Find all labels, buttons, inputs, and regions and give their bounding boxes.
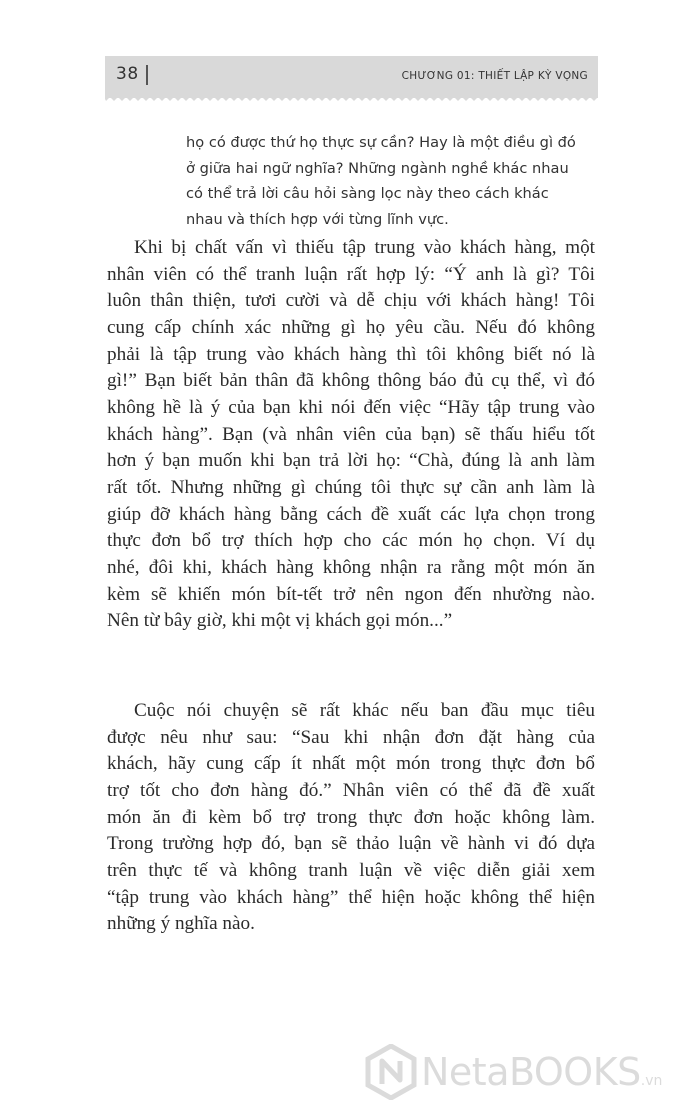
paragraph-line: giúp đỡ khách hàng bằng cách đề xuất các lựa chọn trong — [107, 503, 595, 525]
paragraph-line: khách, hãy cung cấp ít nhất một món trong thực đơn bổ — [107, 753, 595, 775]
paragraph-line: khách hàng”. Bạn (và nhân viên của bạn) sẽ thấu hiểu tốt — [107, 423, 595, 445]
chapter-title: CHƯƠNG 01: THIẾT LẬP KỲ VỌNG — [401, 70, 588, 82]
paragraph-line: thực đơn bổ trợ thích hợp cho các món họ chọn. Ví dụ — [107, 530, 595, 552]
paragraph-line: nhé, đôi khi, khách hàng không nhận ra rằng một món ăn — [107, 556, 595, 578]
quote-line: nhau và thích hợp với từng lĩnh vực. — [186, 210, 449, 228]
paragraph-line: hơn ý bạn muốn khi bạn trả lời họ: “Chà, đúng là anh làm — [107, 450, 595, 472]
body-paragraph-1 — [107, 235, 595, 635]
paragraph-line: Nên từ bây giờ, khi một vị khách gọi món...” — [107, 610, 453, 632]
header-divider — [146, 65, 148, 85]
page-number: 38 — [116, 64, 139, 84]
header-zigzag-edge — [105, 95, 598, 101]
paragraph-line: những ý nghĩa nào. — [107, 913, 255, 935]
paragraph-line: món ăn đi kèm bổ trợ trong thực đơn hoặc không làm. — [107, 806, 595, 828]
paragraph-line: Khi bị chất vấn vì thiếu tập trung vào khách hàng, một — [134, 237, 595, 258]
paragraph-line: Trong trường hợp đó, bạn sẽ thảo luận về hành vi đó dựa — [107, 833, 595, 855]
quote-block — [186, 130, 606, 232]
paragraph-line: trợ tốt cho đơn hàng đó.” Nhân viên có thể đã đề xuất — [107, 779, 595, 801]
body-paragraph-2 — [107, 698, 595, 938]
paragraph-line: được nêu như sau: “Sau khi nhận đơn đặt hàng của — [107, 726, 595, 748]
paragraph-line: trên thực tế và không tranh luận về việc diễn giải xem — [107, 859, 595, 881]
paragraph-line: cung cấp chính xác những gì họ yêu cầu. Nếu đó không — [107, 316, 595, 338]
paragraph-line: nhân viên có thể tranh luận rất hợp lý: “Ý anh là gì? Tôi — [107, 263, 595, 285]
watermark — [365, 1044, 662, 1100]
paragraph-line: “tập trung vào khách hàng” thể hiện hoặc không thể hiện — [107, 886, 595, 908]
watermark-brand: NetaBOOKS — [421, 1050, 641, 1094]
paragraph-line: luôn thân thiện, tươi cười và dễ chịu với khách hàng! Tôi — [107, 290, 595, 312]
paragraph-line: không hề là ý của bạn khi nói đến việc “Hãy tập trung vào — [107, 396, 595, 418]
paragraph-line: Cuộc nói chuyện sẽ rất khác nếu ban đầu mục tiêu — [134, 700, 595, 721]
quote-line: ở giữa hai ngữ nghĩa? Những ngành nghề khác nhau — [186, 159, 569, 177]
watermark-suffix: .vn — [640, 1073, 663, 1089]
quote-line: họ có được thứ họ thực sự cần? Hay là một điều gì đó — [186, 134, 576, 151]
paragraph-line: rất tốt. Nhưng những gì chúng tôi thực sự cần anh làm là — [107, 476, 595, 498]
quote-line: có thể trả lời câu hỏi sàng lọc này theo cách khác — [186, 185, 549, 203]
paragraph-line: kèm sẽ khiến món bít-tết trở nên ngon đến nhường nào. — [107, 583, 595, 605]
netabooks-logo-icon — [365, 1044, 417, 1100]
paragraph-line: phải là tập trung vào khách hàng thì tôi không biết nó là — [107, 343, 595, 365]
paragraph-line: gì!” Bạn biết bản thân đã không thông báo đủ cụ thể, vì đó — [107, 370, 595, 392]
